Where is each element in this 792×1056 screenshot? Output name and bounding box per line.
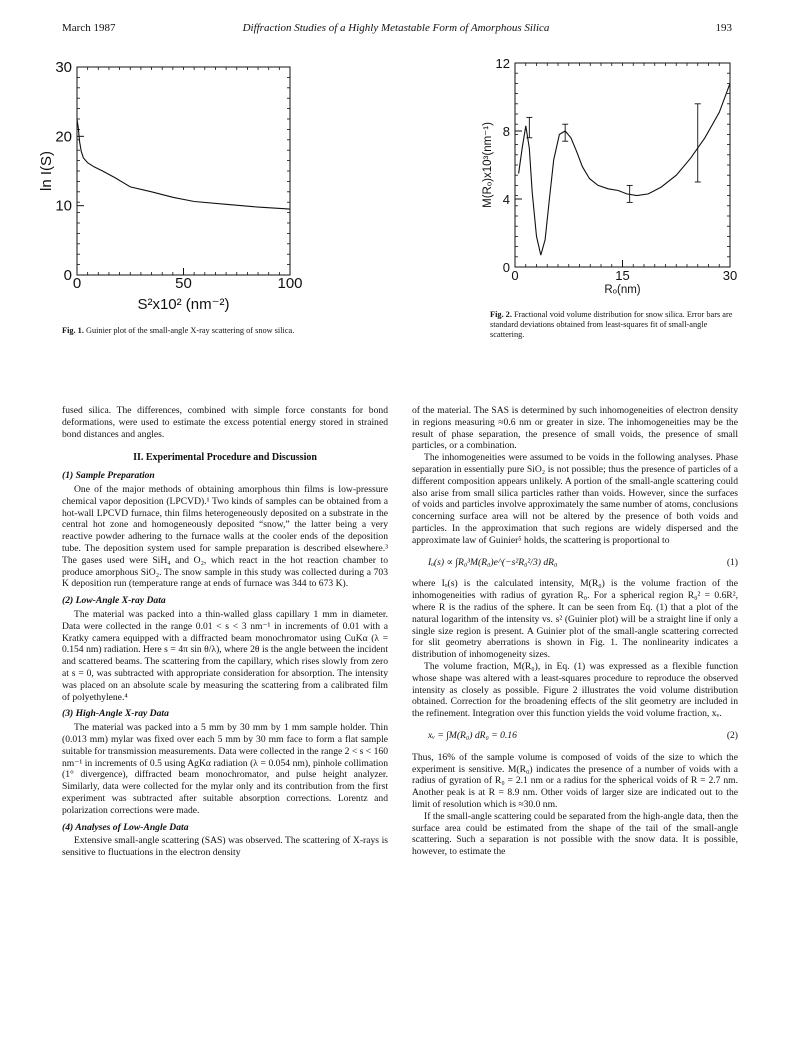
subsection-heading-2: (2) Low-Angle X-ray Data — [62, 595, 166, 607]
paragraph-r6: If the small-angle scattering could be separated from the high-angle data, then the surface area could be estimated from the shape of the tail of the small-angle scattering. Such a separation is not possible with the snow data. It is possible, however, to estimate the — [412, 810, 738, 858]
x-axis-label: Rₒ(nm) — [604, 284, 641, 296]
x-tick-label: 0 — [72, 275, 82, 292]
x-tick-label: 100 — [277, 275, 303, 292]
y-tick-label: 12 — [495, 56, 510, 71]
x-tick-label: 15 — [615, 268, 630, 283]
subsection-heading-4: (4) Analyses of Low-Angle Data — [62, 821, 189, 833]
x-tick-label: 0 — [511, 268, 519, 283]
paragraph-analyses: Extensive small-angle scattering (SAS) was observed. The scattering of X-rays is sensitive to fluctuations in the electron density — [62, 835, 388, 859]
subsection-heading-3: (3) High-Angle X-ray Data — [62, 708, 169, 720]
fig1-marks — [77, 119, 290, 209]
equation-2-number: (2) — [726, 729, 738, 741]
y-axis-label: ln I(S) — [38, 150, 55, 192]
equation-2-body: xᵥ = ∫M(R₀) dR₀ = 0.16 — [428, 729, 517, 741]
figure-1-caption-label: Fig. 1. — [62, 326, 84, 335]
paragraph-r1: of the material. The SAS is determined by such inhomogeneities of electron density in regions measuring ≈0.6 nm or greater in size. The inhomogeneities may be the result of phase separation, the presence of small voids, the presence of small particles, or a combination. — [412, 405, 738, 452]
subsection-heading-1: (1) Sample Preparation — [62, 470, 155, 482]
x-axis-label: S²x10² (nm⁻²) — [137, 296, 230, 313]
paragraph-low-angle: The material was packed into a thin-walled glass capillary 1 mm in diameter. Data were collected in the range 0.01 < s < 3 nm⁻¹ in increments of 0.01 with a Kratky camera equipped with a diffracted beam monochromator using CuKα (λ = 0.154 nm) radiation. Here s = 4π sin θ/λ), where 2θ is the angle between the incident and scattered beams. The scattering from the capillary, which rises slowly from zero at s = 0, was subtracted with appropriate consideration for absorption. The intensity was placed on an absolute scale by measuring the scattering from a calibrated film of polyethylene.⁴ — [62, 608, 388, 703]
x-tick-label: 30 — [722, 268, 738, 283]
figure-1-caption-text: Guinier plot of the small-angle X-ray scattering of snow silica. — [85, 326, 295, 335]
y-tick-label: 10 — [55, 197, 72, 215]
paragraph-sample-prep: One of the major methods of obtaining amorphous thin films is low-pressure chemical vapor deposition (LPCVD).¹ Two kinds of samples can be obtained from a hot-wall LPCVD furnace, thin films heterogeneously deposited on a substrate in the central hot zone and homogeneously deposited “snow,” the latter being a very reactive powder adhering to the furnace walls at the cooler ends of the deposition tube. The deposition system used for sample preparation is described elsewhere.³ The gases used were SiH₄ and O₂, which react in the hot reaction chamber to produce amorphous SiO₂. The snow sample in this study was collected during a 703 K deposition run (temperature range at ends of furnace was 344 to 673 K). — [62, 483, 388, 590]
equation-1 — [412, 557, 738, 569]
figure-2-caption-text: Fractional void volume distribution for snow silica. Error bars are standard deviations obtained from least-squares fit of small-angle scattering. — [490, 310, 733, 339]
y-tick-label: 20 — [55, 128, 72, 146]
y-axis-label: M(Rₒ)x10³(nm⁻¹) — [482, 122, 494, 208]
paragraph-r2: The inhomogeneities were assumed to be voids in the following analyses. Phase separation in essentially pure SiO₂ is not possible; thus the presence of particles of a different composition appears unlikely. A portion of the small-angle scattering could also arise from small silica particles rather than voids. However, since the surfaces of voids and particles involve approximately the same number of atoms, conclusions concerning surface area will not be altered by the presence of both voids and particles. In the approximation that such regions are widely dispersed and the approximate law of Guinier⁵ holds, the scattering is proportional to — [412, 452, 738, 546]
equation-2 — [412, 730, 738, 742]
running-header-date: March 1987 — [62, 22, 116, 34]
x-tick-label: 50 — [175, 275, 192, 292]
series-line — [519, 83, 730, 255]
equation-1-number: (1) — [726, 556, 738, 568]
right-column — [412, 405, 738, 858]
fig1-axes — [38, 59, 303, 313]
figure-2-void-distribution — [480, 55, 750, 300]
section-heading: II. Experimental Procedure and Discussion — [133, 452, 317, 464]
paragraph-high-angle: The material was packed into a 5 mm by 30 mm by 1 mm sample holder. Thin (0.013 mm) mylar was fixed over each 5 mm by 30 mm face to form a flat sample suitable for transmission measurements. Data were collected in the range 2 < s < 160 nm⁻¹ in increments of 0.5 using AgKα radiation (λ = 0.054 nm), pinhole collimation (1° divergence), diffracted beam monochromator, and pulse height analyzer. Similarly, data were collected for the mylar only and its contribution from the first experiment was subtracted after suitable absorption corrections. Lorentz and polarization corrections were made. — [62, 722, 388, 816]
paragraph-r3: where Iₒ(s) is the calculated intensity, M(R₀) is the volume fraction of the inhomogeneities with radius of gyration R₀. For a spherical region R₀² = 0.6R², where R is the radius of the sphere. It can be seen from Eq. (1) that a plot of the natural logarithm of the intensity vs. s² (Guinier plot) will be a straight line if only a single size region is present. A Guinier plot of the small-angle scattering corrected for slit geometry aberrations is shown in Fig. 1. The nonlinearity indicates a distribution of inhomogeneity sizes. — [412, 578, 738, 661]
y-tick-label: 8 — [502, 124, 510, 139]
fig2-axes — [482, 56, 737, 296]
plot-frame — [77, 67, 290, 275]
series-line — [77, 119, 290, 209]
intro-paragraph: fused silica. The differences, combined with simple force constants for bond deformations, were used to estimate the excess potential energy stored in strained bond distances and angles. — [62, 405, 388, 440]
y-tick-label: 30 — [55, 59, 72, 76]
figure-1-caption — [62, 326, 312, 336]
fig2-marks — [519, 83, 730, 255]
figure-1-guinier-plot — [40, 55, 340, 320]
paragraph-r4: The volume fraction, M(R₀), in Eq. (1) was expressed as a flexible function whose shape was altered with a least-squares procedure to reproduce the observed intensity as closely as possible. Figure 2 illustrates the void volume distribution obtained. Correction for the broadening effects of the slit geometry are included in the refinement. Integration over this function yields the void volume fraction, xᵥ. — [412, 660, 738, 720]
y-tick-label: 0 — [63, 267, 72, 284]
figure-2-caption — [490, 310, 740, 340]
equation-1-body: Iₒ(s) ∝ ∫R₀³M(R₀)e^(−s²R₀²/3) dR₀ — [428, 556, 558, 568]
paragraph-r5: Thus, 16% of the sample volume is composed of voids of the size to which the experiment is sensitive. M(R₀) indicates the presence of a number of voids with a radius of gyration of R₀ = 2.1 nm or a radius for the spherical voids of R = 2.7 nm. Another peak is at R = 8.9 nm. Other voids of larger size are indicated out to the limit of resolution which is ≈30.0 nm. — [412, 751, 738, 810]
left-column — [62, 405, 388, 859]
y-tick-label: 4 — [502, 192, 510, 207]
running-header-title: Diffraction Studies of a Highly Metastable Form of Amorphous Silica — [242, 22, 550, 34]
page-number: 193 — [715, 22, 732, 34]
y-tick-label: 0 — [502, 260, 510, 275]
figure-2-caption-label: Fig. 2. — [490, 310, 512, 319]
